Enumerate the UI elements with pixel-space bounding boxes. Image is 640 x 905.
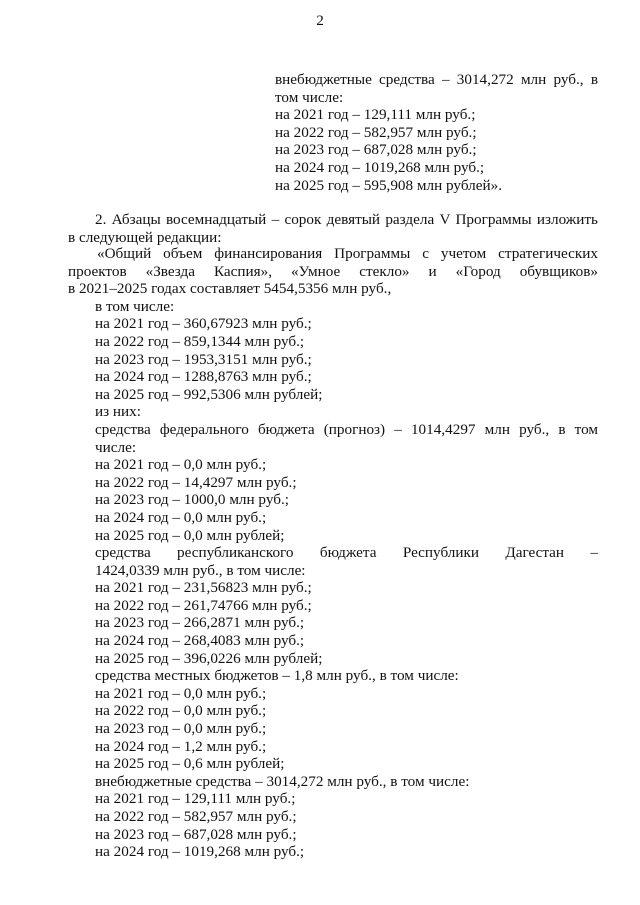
year-line: на 2024 год – 0,0 млн руб.; <box>95 508 267 526</box>
year-line: на 2025 год – 0,6 млн рублей; <box>95 755 285 773</box>
year-line: на 2023 год – 266,2871 млн руб.; <box>95 614 305 632</box>
text-line: внебюджетные средства – 3014,272 млн руб., в том числе: <box>95 772 470 790</box>
year-line: на 2025 год – 0,0 млн рублей; <box>95 526 285 544</box>
year-line: на 2024 год – 1,2 млн руб.; <box>95 737 267 755</box>
year-line: на 2023 год – 687,028 млн руб.; <box>95 825 297 843</box>
year-line: на 2025 год – 992,5306 млн рублей; <box>95 385 323 403</box>
year-line: на 2021 год – 0,0 млн руб.; <box>95 684 267 702</box>
text-line: на 2023 год – 687,028 млн руб.; <box>275 141 477 159</box>
extrabudget-summary-block <box>275 71 598 194</box>
year-line: на 2025 год – 396,0226 млн рублей; <box>95 649 323 667</box>
year-line: на 2023 год – 1953,3151 млн руб.; <box>95 350 312 368</box>
text-line: 2. Абзацы восемнадцатый – сорок девятый раздела V Программы изложить <box>95 211 598 228</box>
financing-paragraph <box>68 245 598 861</box>
text-line: средства местных бюджетов – 1,8 млн руб., в том числе: <box>95 667 459 685</box>
text-line: в следующей редакции: <box>68 228 222 246</box>
year-line: на 2021 год – 360,67923 млн руб.; <box>95 315 312 333</box>
text-line: из них: <box>95 403 141 421</box>
year-line: на 2024 год – 1288,8763 млн руб.; <box>95 368 312 386</box>
text-line: «Общий объем финансирования Программы с учетом стратегических <box>97 245 598 262</box>
year-line: на 2023 год – 0,0 млн руб.; <box>95 720 267 738</box>
text-line: внебюджетные средства – 3014,272 млн руб., в <box>275 71 598 88</box>
year-line: на 2022 год – 582,957 млн руб.; <box>95 808 297 825</box>
year-line: на 2024 год – 268,4083 млн руб.; <box>95 632 305 650</box>
text-line: проектов «Звезда Каспия», «Умное стекло» и «Город обувщиков» <box>68 262 598 280</box>
year-line: на 2024 год – 1019,268 млн руб.; <box>95 843 305 861</box>
text-line: на 2024 год – 1019,268 млн руб.; <box>275 158 485 176</box>
text-line: в 2021–2025 годах составляет 5454,5356 млн руб., <box>68 280 392 298</box>
text-line: на 2021 год – 129,111 млн руб.; <box>275 106 476 124</box>
text-line: 1424,0339 млн руб., в том числе: <box>95 561 306 579</box>
text-line: средства республиканского бюджета Республики Дагестан – <box>95 544 598 562</box>
page-number: 2 <box>316 12 324 29</box>
year-line: на 2021 год – 231,56823 млн руб.; <box>95 579 312 597</box>
section-heading <box>68 211 598 246</box>
text-line: на 2022 год – 582,957 млн руб.; <box>275 123 477 141</box>
year-line: на 2021 год – 0,0 млн руб.; <box>95 456 267 474</box>
text-line: числе: <box>95 438 137 456</box>
year-line: на 2022 год – 14,4297 млн руб.; <box>95 473 297 491</box>
year-line: на 2022 год – 261,74766 млн руб.; <box>95 596 312 614</box>
year-line: на 2022 год – 0,0 млн руб.; <box>95 702 267 720</box>
text-line: на 2025 год – 595,908 млн рублей». <box>275 176 503 194</box>
text-line: в том числе: <box>95 297 175 315</box>
year-line: на 2022 год – 859,1344 млн руб.; <box>95 332 305 350</box>
text-line: том числе: <box>275 88 344 106</box>
year-line: на 2021 год – 129,111 млн руб.; <box>95 790 296 808</box>
text-line: средства федерального бюджета (прогноз) – 1014,4297 млн руб., в том <box>95 420 598 438</box>
year-line: на 2023 год – 1000,0 млн руб.; <box>95 491 289 509</box>
